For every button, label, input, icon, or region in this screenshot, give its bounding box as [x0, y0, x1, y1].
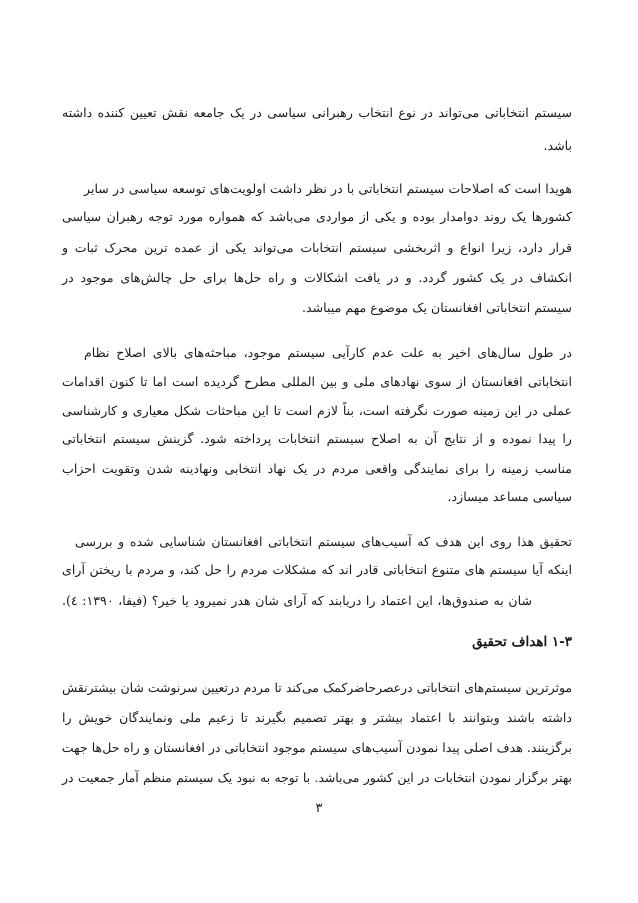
paragraph-5-line-2: داشته باشند وبتوانند با اعتماد بیشتر و بهتر تصمیم بگیرند تا زعیم ملی ونمایندگان خویش را — [62, 710, 572, 725]
document-page — [62, 0, 572, 903]
paragraph-2-line-5: سیستم انتخاباتی افغانستان یک موضوع مهم میباشد. — [302, 300, 572, 315]
paragraph-3-line-4: را پیدا نموده و از نتایج آن به اصلاح سیستم انتخابات پرداخته شود. گزینش سیستم انتخاباتی — [62, 431, 572, 446]
paragraph-3-line-3: عملی در این زمینه صورت نگرفته است، بناً لازم است تا این مباحثات شکل معیاری و کارشناسی — [62, 403, 572, 418]
paragraph-5-line-4: بهتر برگزار نمودن انتخابات در این کشور می‌باشد. با توجه به نبود یک سیستم منظم آمار جمعیت در — [62, 770, 572, 785]
paragraph-2-line-3: قرار دارد، زیرا انواع و اثربخشی سیستم انتخابات می‌تواند یکی از عمده ترین محرک ثبات و — [62, 240, 572, 255]
paragraph-2-line-4: انکشاف در یک کشور گردد. و در یافت اشکالات و راه حل‌ها برای حل چالش‌های موجود در — [62, 270, 572, 285]
paragraph-3-line-5: مناسب زمینه را برای نمایندگی واقعی مردم در یک نهاد انتخابی ونهادینه شدن وتقویت احزاب — [62, 461, 572, 476]
paragraph-4-line-1: تحقیق هذا روی این هدف که آسیب‌های سیستم انتخاباتی افغانستان شناسایی شده و بررسی — [75, 534, 572, 549]
paragraph-2-line-1: هویدا است که اصلاحات سیستم انتخاباتی با در نظر داشت اولویت‌های توسعه سیاسی در سایر — [84, 181, 572, 196]
page-number: ۳ — [315, 801, 323, 816]
paragraph-2-line-2: کشورها یک روند دوامدار بوده و یکی از مواردی می‌باشد که همواره مورد توجه رهبران سیاسی — [62, 209, 572, 224]
paragraph-5-line-1: موثرترین سیستم‌های انتخاباتی درعصرحاضرکمک می‌کند تا مردم درتعیین سرنوشت شان بیشترنقش — [62, 680, 572, 695]
paragraph-3-line-2: انتخاباتی افغانستان از سوی نهادهای ملی و بین المللی مطرح گردیده است اما تا کنون اقدامات — [62, 374, 572, 389]
paragraph-1-line-2: باشد. — [543, 138, 572, 153]
paragraph-3-line-1: در طول سال‌های اخیر به علت عدم کارآیی سیستم موجود، مباحثه‌های بالای اصلاح نظام — [84, 345, 572, 360]
paragraph-5-line-3: برگزینند. هدف اصلی پیدا نمودن آسیب‌های سیستم موجود انتخاباتی در افغانستان و راه حل‌ها جهت — [61, 740, 572, 755]
paragraph-3-line-6: سیاسی مساعد میسازد. — [447, 489, 572, 504]
section-heading: ۱-۳ اهداف تحقیق — [472, 634, 572, 650]
paragraph-4-line-2: اینکه آیا سیستم های متنوع انتخاباتی قادر اند که مشکلات مردم را حل کند، و مردم با ریختن آرای — [62, 562, 572, 577]
paragraph-4-line-3: شان به صندوق‌ها، این اعتماد را دریابند که آرای شان هدر نمیرود یا خیر؟ (فیفا، ۱۳۹۰: ٤). — [62, 593, 532, 608]
paragraph-1-line-1: سیستم انتخاباتی می‌تواند در نوع انتخاب رهبرانی سیاسی در یک جامعه نقش تعیین کننده داشته — [62, 105, 572, 120]
